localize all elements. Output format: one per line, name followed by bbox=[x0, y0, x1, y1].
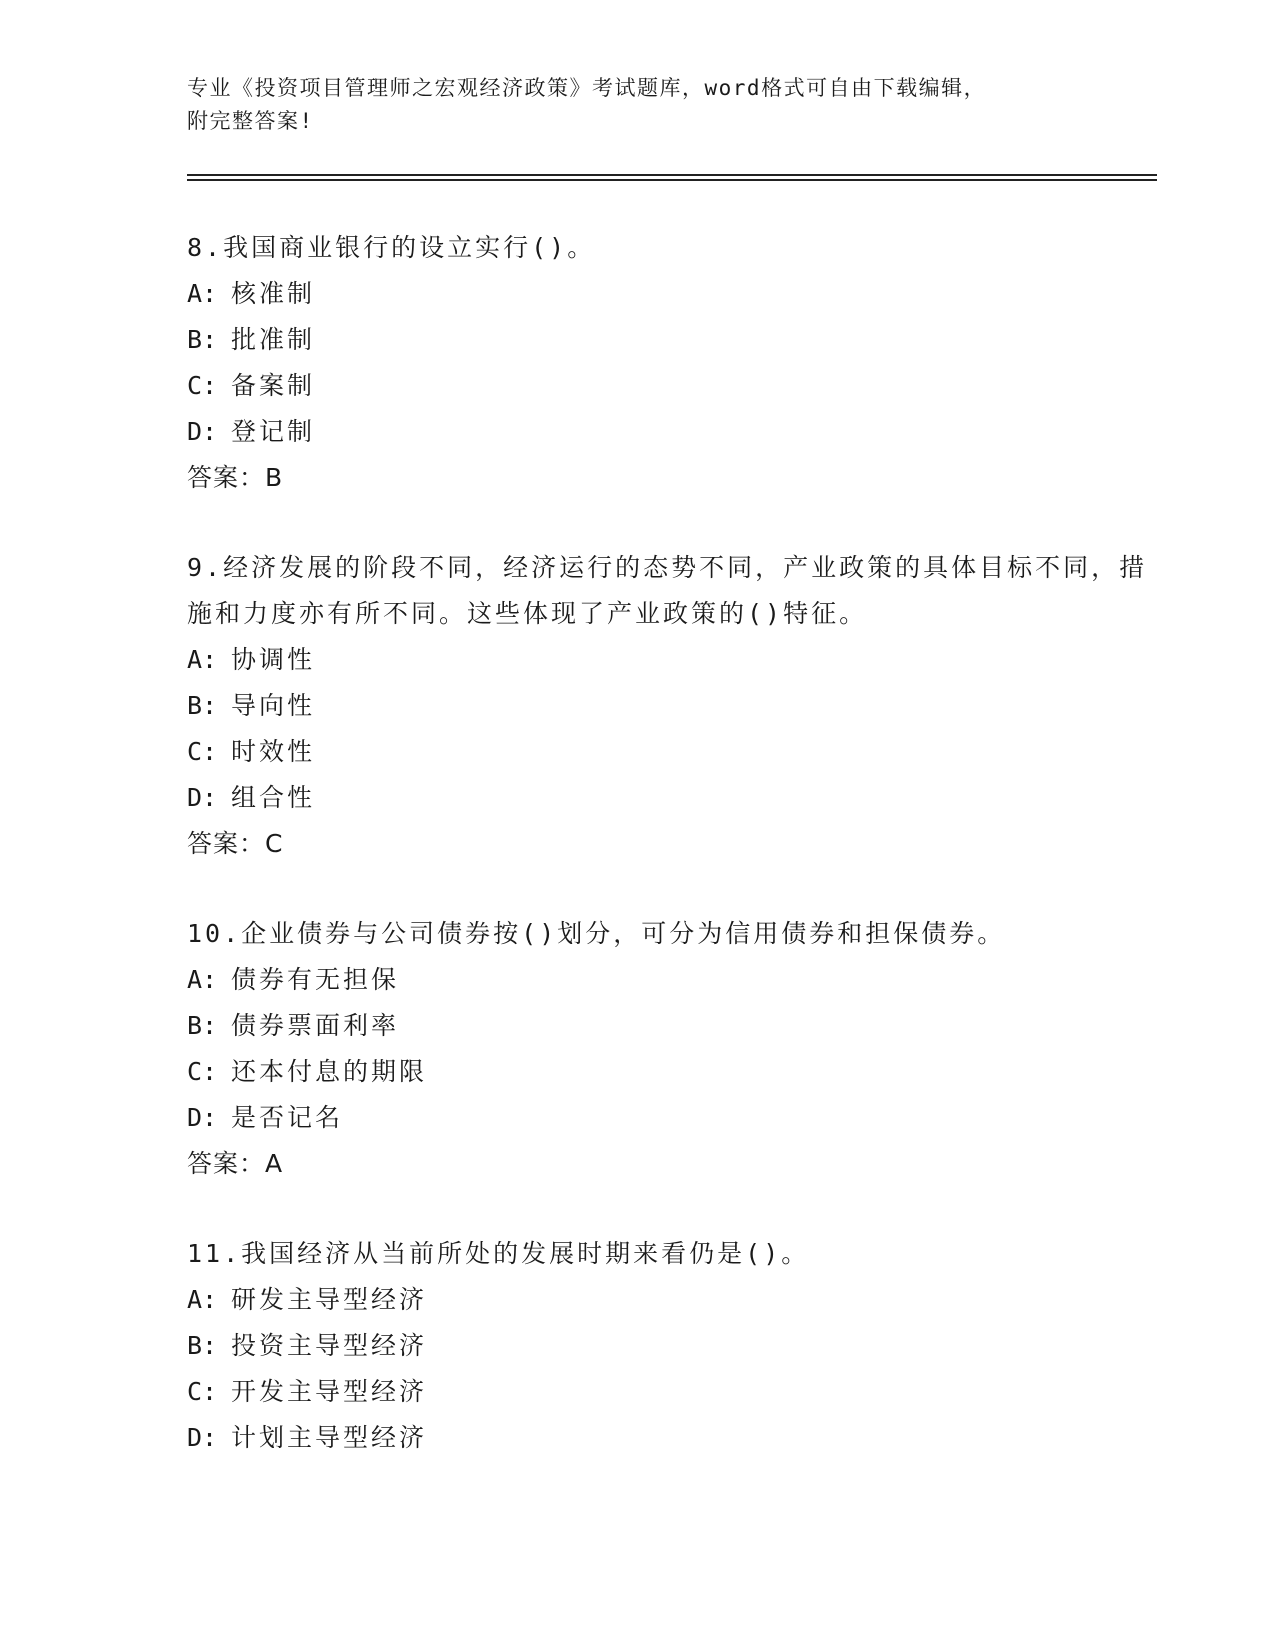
option-text: 开发主导型经济 bbox=[231, 1377, 428, 1406]
option-letter: C: bbox=[187, 371, 218, 400]
option-d bbox=[187, 1415, 1157, 1461]
option-letter: D: bbox=[187, 783, 218, 812]
answer: 答案：C bbox=[187, 829, 284, 858]
option-text: 登记制 bbox=[231, 417, 316, 446]
answer: 答案：A bbox=[187, 1149, 284, 1178]
option-d bbox=[187, 775, 1157, 821]
option-letter: C: bbox=[187, 1377, 218, 1406]
option-text: 是否记名 bbox=[231, 1103, 344, 1132]
question-text: 9.经济发展的阶段不同，经济运行的态势不同，产业政策的具体目标不同，措施和力度亦有所不同。这些体现了产业政策的()特征。 bbox=[187, 553, 1148, 628]
option-text: 计划主导型经济 bbox=[231, 1423, 428, 1452]
option-d bbox=[187, 1095, 1157, 1141]
option-a bbox=[187, 1277, 1157, 1323]
option-c bbox=[187, 363, 1157, 409]
option-letter: D: bbox=[187, 417, 218, 446]
header-divider bbox=[187, 174, 1157, 181]
option-letter: A: bbox=[187, 965, 218, 994]
option-letter: C: bbox=[187, 737, 218, 766]
question-text: 8.我国商业银行的设立实行()。 bbox=[187, 233, 596, 262]
answer: 答案：B bbox=[187, 463, 284, 492]
option-c bbox=[187, 1369, 1157, 1415]
option-a bbox=[187, 957, 1157, 1003]
option-letter: B: bbox=[187, 325, 218, 354]
question-8 bbox=[187, 225, 1157, 501]
option-letter: B: bbox=[187, 691, 218, 720]
option-text: 时效性 bbox=[231, 737, 316, 766]
option-text: 批准制 bbox=[231, 325, 316, 354]
option-text: 债券有无担保 bbox=[231, 965, 400, 994]
option-letter: D: bbox=[187, 1423, 218, 1452]
header-line-1: 专业《投资项目管理师之宏观经济政策》考试题库，word格式可自由下载编辑， bbox=[187, 76, 987, 100]
option-letter: A: bbox=[187, 1285, 218, 1314]
option-letter: B: bbox=[187, 1331, 218, 1360]
question-text: 11.我国经济从当前所处的发展时期来看仍是()。 bbox=[187, 1239, 810, 1268]
option-text: 备案制 bbox=[231, 371, 316, 400]
question-11 bbox=[187, 1231, 1157, 1461]
option-b bbox=[187, 317, 1157, 363]
option-a bbox=[187, 637, 1157, 683]
option-b bbox=[187, 1323, 1157, 1369]
option-text: 投资主导型经济 bbox=[231, 1331, 428, 1360]
option-text: 导向性 bbox=[231, 691, 316, 720]
option-text: 还本付息的期限 bbox=[231, 1057, 428, 1086]
option-c bbox=[187, 1049, 1157, 1095]
option-b bbox=[187, 1003, 1157, 1049]
question-list bbox=[187, 225, 1157, 1461]
question-9 bbox=[187, 545, 1157, 867]
option-c bbox=[187, 729, 1157, 775]
option-text: 组合性 bbox=[231, 783, 316, 812]
header-line-2: 附完整答案! bbox=[187, 109, 314, 133]
option-text: 核准制 bbox=[231, 279, 316, 308]
option-b bbox=[187, 683, 1157, 729]
option-letter: D: bbox=[187, 1103, 218, 1132]
option-d bbox=[187, 409, 1157, 455]
document-page bbox=[187, 72, 1157, 1505]
question-text: 10.企业债券与公司债券按()划分，可分为信用债券和担保债券。 bbox=[187, 919, 1006, 948]
option-letter: A: bbox=[187, 279, 218, 308]
option-text: 研发主导型经济 bbox=[231, 1285, 428, 1314]
option-a bbox=[187, 271, 1157, 317]
question-10 bbox=[187, 911, 1157, 1187]
option-letter: A: bbox=[187, 645, 218, 674]
option-letter: C: bbox=[187, 1057, 218, 1086]
option-text: 债券票面利率 bbox=[231, 1011, 400, 1040]
option-letter: B: bbox=[187, 1011, 218, 1040]
option-text: 协调性 bbox=[231, 645, 316, 674]
